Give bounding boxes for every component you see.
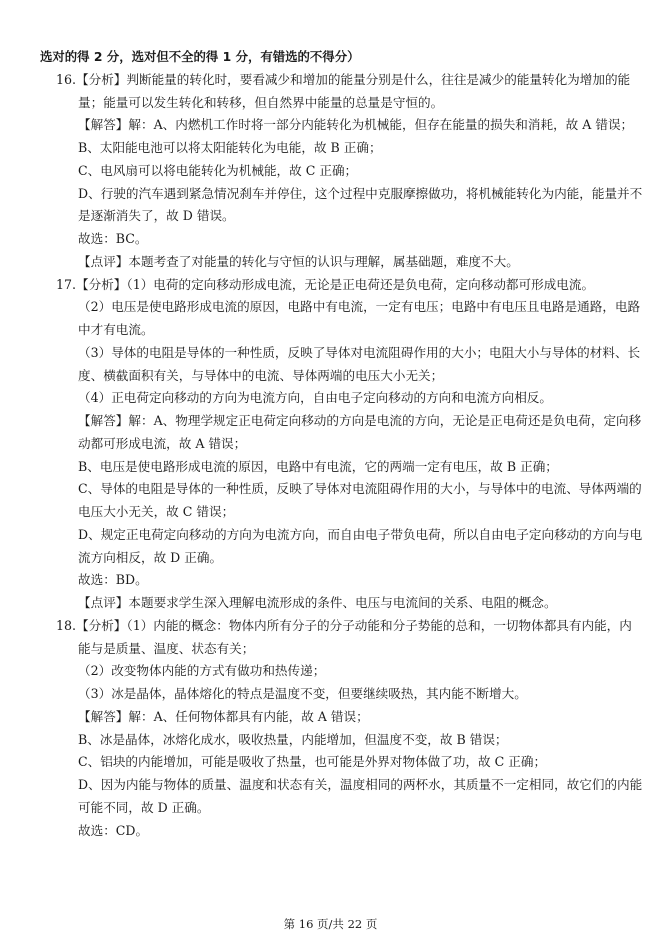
answer-lines [40,69,643,843]
text-line: 中才有电流。 [78,322,154,337]
text-line: B、冰是晶体，冰熔化成水，吸收热量，内能增加，但温度不变，故 B 错误； [78,731,508,747]
text-line: 故选：BD。 [78,572,148,588]
text-line: 电压大小无关，故 C 错误； [78,504,235,519]
page-number-footer: 第 16 页/共 22 页 [283,917,378,931]
text-line: D、因为内能与物体的质量、温度和状态有关，温度相同的两杯水，其质量不一定相同，故它们的内能 [78,777,643,792]
text-line: 17.【分析】（1）电荷的定向移动形成电流，无论是正电荷还是负电荷，定向移动都可形成电流。 [56,276,595,292]
text-line: （2）电压是使电路形成电流的原因，电路中有电流，一定有电压；电路中有电压且电路是通路，电路 [78,299,641,315]
text-line: 流方向相反，故 D 正确。 [78,549,223,565]
text-line: B、太阳能电池可以将太阳能转化为电能，故 B 正确； [78,140,382,155]
text-line: C、导体的电阻是导体的一种性质，反映了导体对电流阻碍作用的大小，与导体中的电流、导体两端的 [78,481,642,497]
text-line: 度、横截面积有关，与导体中的电流、导体两端的电压大小无关； [78,367,444,383]
text-line: 动都可形成电流，故 A 错误； [78,435,247,451]
text-line: D、规定正电荷定向移动的方向为电流方向，而自由电子带负电荷，所以自由电子定向移动的方向与电 [78,526,643,542]
text-line: （4）正电荷定向移动的方向为电流方向，自由电子定向移动的方向和电流方向相反。 [78,390,552,406]
text-line: 可能不同，故 D 正确。 [78,799,210,815]
text-line: 18.【分析】（1）内能的概念：物体内所有分子的分子动能和分子势能的总和，一切物体都具有内能，内 [56,617,632,633]
text-line: 故选：BC。 [78,231,148,246]
scoring-note-heading: 选对的得 2 分，选对但不全的得 1 分，有错选的不得分） [40,49,360,64]
text-line: 【点评】本题要求学生深入理解电流形成的条件、电压与电流间的关系、电阻的概念。 [78,595,557,610]
text-line: 故选：CD。 [78,822,149,838]
text-line: 【解答】解：A、任何物体都具有内能，故 A 错误； [78,708,369,724]
text-line: （3）冰是晶体，晶体熔化的特点是温度不变，但要继续吸热，其内能不断增大。 [78,686,527,701]
document-body [40,46,643,842]
text-line: 是逐渐消失了，故 D 错误。 [78,208,235,224]
text-line: C、电风扇可以将电能转化为机械能，故 C 正确； [78,162,358,178]
text-line: 【解答】解：A、内燃机工作时将一部分内能转化为机械能，但存在能量的损失和消耗，故 A 错误； [78,117,634,133]
text-line: （3）导体的电阻是导体的一种性质，反映了导体对电流阻碍作用的大小；电阻大小与导体的材料、长 [78,344,641,360]
text-line: D、行驶的汽车遇到紧急情况刹车并停住，这个过程中克服摩擦做功，将机械能转化为内能，能量并不 [78,185,643,201]
text-line: 量；能量可以发生转化和转移，但自然界中能量的总量是守恒的。 [78,94,444,110]
text-line: 【解答】解：A、物理学规定正电荷定向移动的方向是电流的方向，无论是正电荷还是负电荷，定向移 [78,413,642,428]
text-line: 【点评】本题考查了对能量的转化与守恒的认识与理解，属基础题，难度不大。 [78,253,519,269]
text-line: 能与是质量、温度、状态有关； [78,640,255,656]
text-line: C、铝块的内能增加，可能是吸收了热量，也可能是外界对物体做了功，故 C 正确； [78,754,547,770]
text-line: B、电压是使电路形成电流的原因，电路中有电流，它的两端一定有电压，故 B 正确； [78,458,558,474]
text-line: （2）改变物体内能的方式有做功和热传递； [78,663,326,679]
text-line: 16.【分析】判断能量的转化时，要看减少和增加的能量分别是什么，往往是减少的能量转化为增加的能 [56,71,631,87]
